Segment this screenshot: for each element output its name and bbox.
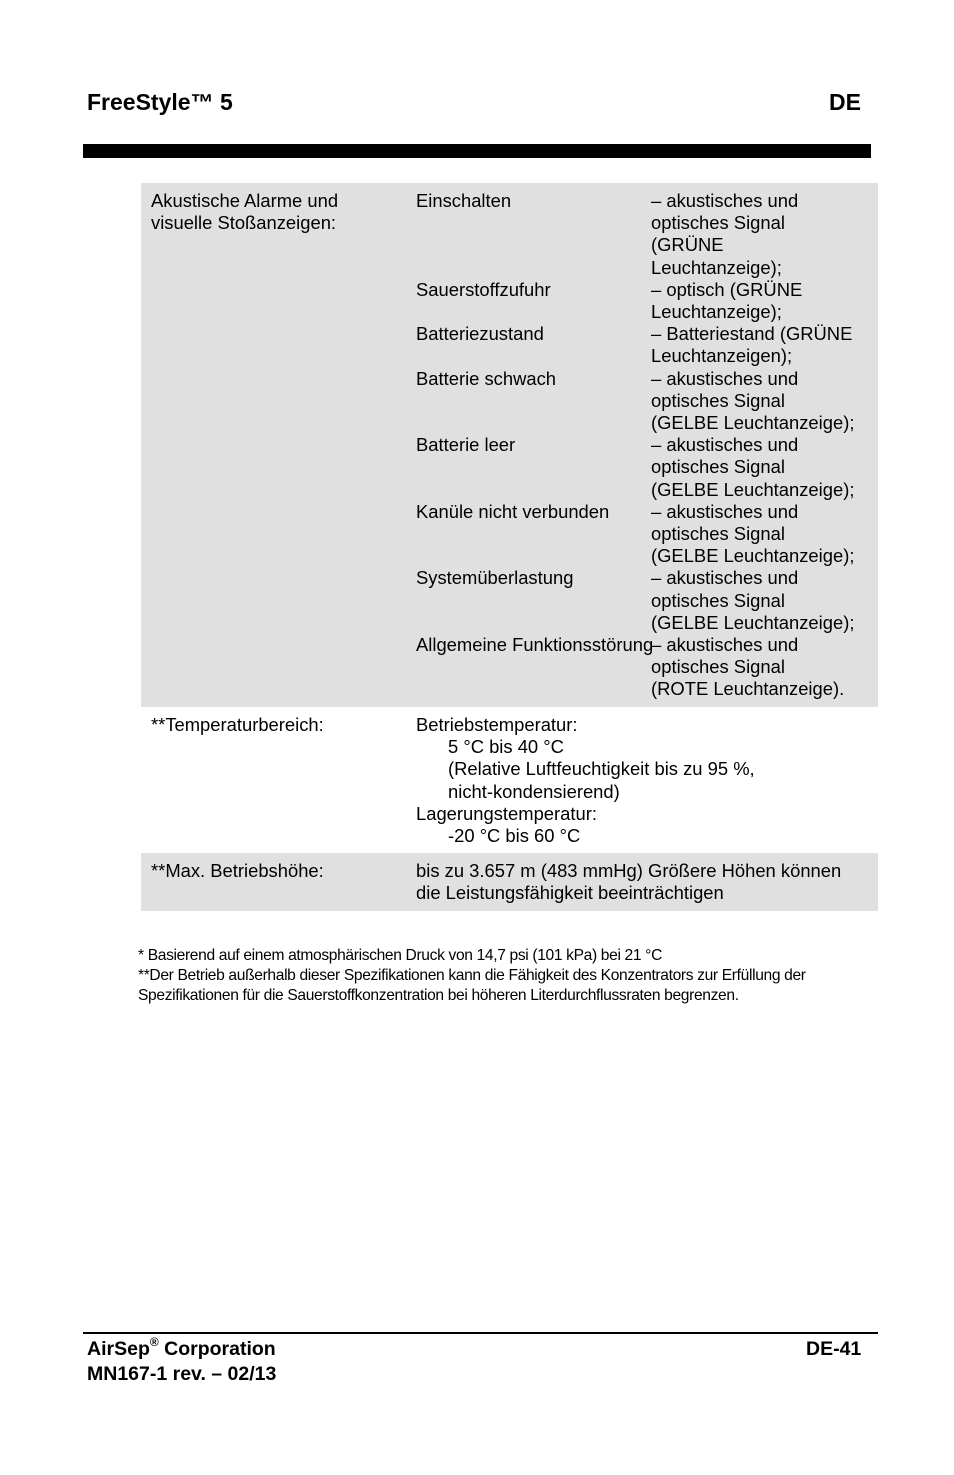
page-number: DE-41 xyxy=(806,1338,862,1360)
alarm-item xyxy=(416,434,876,501)
footnotes xyxy=(138,946,878,1006)
alarm-description-line: optisches Signal xyxy=(651,212,785,234)
alarm-description-line: – optisch (GRÜNE xyxy=(651,278,803,300)
company-name: AirSep xyxy=(87,1338,150,1360)
alarm-name: Kanüle nicht verbunden xyxy=(416,500,610,522)
alarm-description xyxy=(651,190,876,279)
spec-label-alarms xyxy=(151,190,401,234)
alarm-description-line: optisches Signal xyxy=(651,389,785,411)
alarm-name: Allgemeine Funktionsstörung xyxy=(416,634,654,656)
alarm-item xyxy=(416,323,876,367)
footnote: Spezifikationen für die Sauerstoffkonzentration bei höheren Literdurchflussraten begrenzen. xyxy=(138,987,739,1004)
alarm-description-line: – akustisches und xyxy=(651,567,799,589)
spec-value-temperature xyxy=(416,714,876,847)
alarm-description-line: (ROTE Leuchtanzeige). xyxy=(651,678,845,700)
alarm-description-line: (GELBE Leuchtanzeige); xyxy=(651,412,855,434)
alarm-description xyxy=(651,323,876,367)
spec-row-alarms xyxy=(141,183,878,707)
alarm-description-line: Leuchtanzeige); xyxy=(651,256,782,278)
alarm-item xyxy=(416,501,876,568)
alarm-description xyxy=(651,634,876,701)
footnote: * Basierend auf einem atmosphärischen Druck von 14,7 psi (101 kPa) bei 21 °C xyxy=(138,947,662,964)
storage-temperature-heading: Lagerungstemperatur: xyxy=(416,802,597,824)
alarm-item xyxy=(416,634,876,701)
alarm-description-line: (GELBE Leuchtanzeige); xyxy=(651,478,855,500)
alarm-item xyxy=(416,368,876,435)
alarm-description-line: – akustisches und xyxy=(651,367,799,389)
altitude-value: die Leistungsfähigkeit beeinträchtigen xyxy=(416,882,724,904)
alarm-item xyxy=(416,190,876,279)
storage-temperature-range: -20 °C bis 60 °C xyxy=(448,825,581,847)
alarm-description xyxy=(651,501,876,568)
alarm-description-line: – Batteriestand (GRÜNE xyxy=(651,323,853,345)
alarm-description-line: (GRÜNE xyxy=(651,234,724,256)
alarm-name: Batterie schwach xyxy=(416,367,557,389)
spec-label-temperature: **Temperaturbereich: xyxy=(151,714,324,735)
alarm-description xyxy=(651,567,876,634)
alarm-description xyxy=(651,434,876,501)
alarm-item xyxy=(416,567,876,634)
alarm-description-line: Leuchtanzeigen); xyxy=(651,345,793,367)
alarm-description-line: optisches Signal xyxy=(651,656,785,678)
alarm-description-line: optisches Signal xyxy=(651,589,785,611)
footer-rule xyxy=(83,1332,878,1334)
alarm-description xyxy=(651,279,876,323)
altitude-value: bis zu 3.657 m (483 mmHg) Größere Höhen können xyxy=(416,860,842,881)
alarm-name: Systemüberlastung xyxy=(416,567,574,589)
spec-row-temperature xyxy=(141,707,878,853)
alarm-description-line: – akustisches und xyxy=(651,634,799,656)
document-title: FreeStyle™ 5 xyxy=(87,89,233,115)
alarm-list xyxy=(416,190,876,701)
alarm-description-line: optisches Signal xyxy=(651,456,785,478)
alarm-description-line: – akustisches und xyxy=(651,500,799,522)
spec-row-altitude xyxy=(141,853,878,911)
alarm-name: Sauerstoffzufuhr xyxy=(416,278,551,300)
alarm-item xyxy=(416,279,876,323)
footer-company xyxy=(87,1337,276,1362)
company-suffix: Corporation xyxy=(158,1338,276,1360)
alarm-description-line: (GELBE Leuchtanzeige); xyxy=(651,611,855,633)
alarm-description xyxy=(651,368,876,435)
operating-temperature-range: 5 °C bis 40 °C xyxy=(448,736,564,758)
alarm-description-line: optisches Signal xyxy=(651,523,785,545)
humidity-note: (Relative Luftfeuchtigkeit bis zu 95 %, xyxy=(448,758,755,780)
humidity-note: nicht-kondensierend) xyxy=(448,780,620,802)
alarm-description-line: – akustisches und xyxy=(651,434,799,456)
language-code: DE xyxy=(829,89,861,115)
alarm-description-line: (GELBE Leuchtanzeige); xyxy=(651,545,855,567)
alarm-description-line: – akustisches und xyxy=(651,190,799,211)
alarm-name: Einschalten xyxy=(416,190,512,211)
operating-temperature-heading: Betriebstemperatur: xyxy=(416,714,578,735)
spec-label-altitude: **Max. Betriebshöhe: xyxy=(151,860,324,881)
alarm-description-line: Leuchtanzeige); xyxy=(651,301,782,323)
registered-mark: ® xyxy=(149,1335,159,1349)
spec-value-altitude xyxy=(416,860,876,904)
label-line: visuelle Stoßanzeigen: xyxy=(151,212,337,234)
alarm-name: Batterie leer xyxy=(416,434,516,456)
label-line: Akustische Alarme und xyxy=(151,190,339,211)
alarm-name: Batteriezustand xyxy=(416,323,544,345)
footnote: **Der Betrieb außerhalb dieser Spezifikationen kann die Fähigkeit des Konzentrators zur Erfüllung der xyxy=(138,967,806,984)
header-rule xyxy=(83,144,871,158)
footer-doc-number: MN167-1 rev. – 02/13 xyxy=(87,1363,277,1385)
